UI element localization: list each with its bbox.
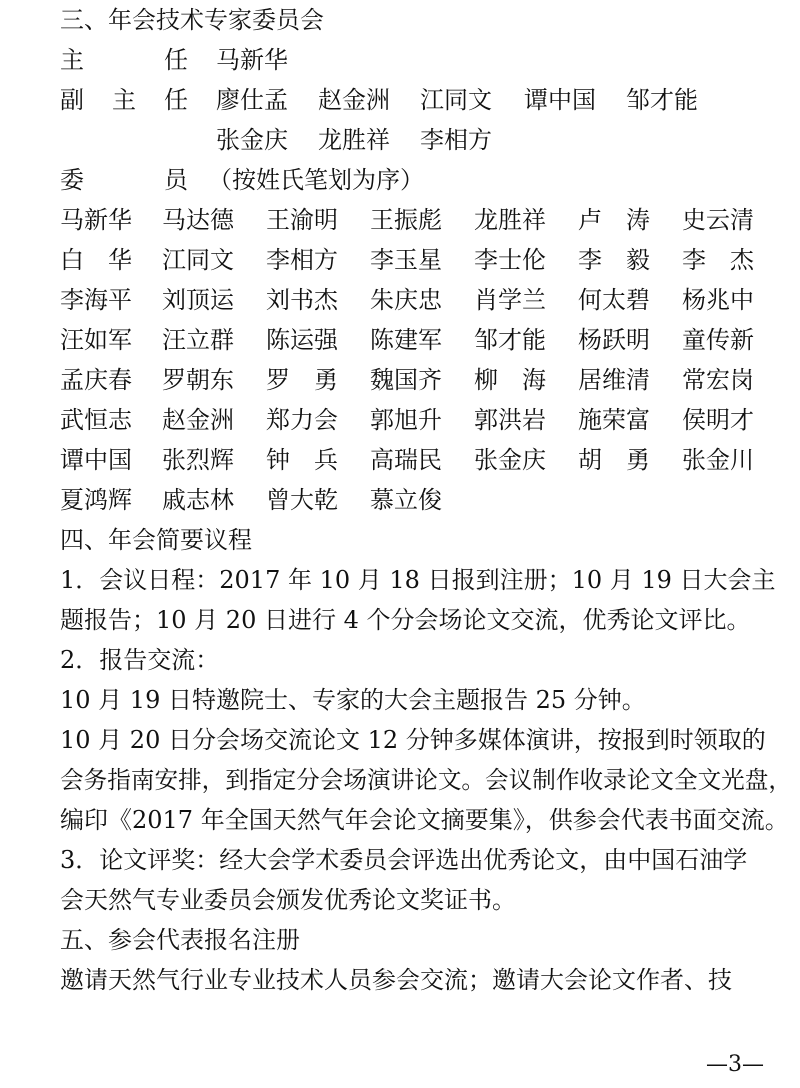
vice-chair-name: 江同文 [420,86,492,114]
member-name: 汪立群 [162,326,234,354]
member-name: 刘顶运 [162,286,234,314]
member-name: 赵金洲 [162,406,234,434]
member-name: 李 毅 [578,246,650,274]
section-5-line-1: 邀请天然气行业专业技术人员参会交流；邀请大会论文作者、技 [60,966,732,994]
agenda-item-2-title: 2．报告交流： [60,646,220,674]
member-name: 郑力会 [266,406,338,434]
member-name: 杨兆中 [682,286,754,314]
vice-chair-name: 谭中国 [524,86,596,114]
member-name: 居维清 [578,366,650,394]
member-name: 史云清 [682,206,754,234]
agenda-item-3-line-2: 会天然气专业委员会颁发优秀论文奖证书。 [60,886,516,914]
agenda-item-3-line-1: 3．论文评奖：经大会学术委员会评选出优秀论文，由中国石油学 [60,846,748,874]
section-5-title: 五、参会代表报名注册 [60,926,300,954]
member-name: 李 杰 [682,246,754,274]
vice-chair-name: 赵金洲 [318,86,390,114]
member-name: 江同文 [162,246,234,274]
agenda-item-2-para-1: 10 月 19 日特邀院士、专家的大会主题报告 25 分钟。 [60,686,646,714]
member-name: 刘书杰 [266,286,338,314]
member-name: 白 华 [60,246,132,274]
member-name: 何太碧 [578,286,650,314]
vice-chair-label-1: 副 [60,86,84,114]
member-name: 钟 兵 [266,446,338,474]
member-name: 朱庆忠 [370,286,442,314]
members-label-2: 员 [164,166,188,194]
member-name: 武恒志 [60,406,132,434]
member-name: 汪如军 [60,326,132,354]
member-name: 罗朝东 [162,366,234,394]
vice-chair-name: 张金庆 [216,126,288,154]
member-name: 张烈辉 [162,446,234,474]
vice-chair-label-2: 主 [112,86,136,114]
vice-chair-name: 邹才能 [626,86,698,114]
agenda-item-2-para-2-line-1: 10 月 20 日分会场交流论文 12 分钟多媒体演讲，按报到时领取的 [60,726,766,754]
member-name: 李相方 [266,246,338,274]
member-name: 张金庆 [474,446,546,474]
member-name: 孟庆春 [60,366,132,394]
member-name: 侯明才 [682,406,754,434]
chair-name: 马新华 [216,46,288,74]
member-name: 郭洪岩 [474,406,546,434]
member-name: 邹才能 [474,326,546,354]
member-name: 戚志林 [162,486,234,514]
vice-chair-name: 廖仕孟 [216,86,288,114]
member-name: 慕立俊 [370,486,442,514]
member-name: 曾大乾 [266,486,338,514]
member-name: 柳 海 [474,366,546,394]
vice-chair-name: 李相方 [420,126,492,154]
section-4-title: 四、年会简要议程 [60,526,252,554]
chair-label-1: 主 [60,46,84,74]
member-name: 肖学兰 [474,286,546,314]
member-name: 施荣富 [578,406,650,434]
member-name: 魏国齐 [370,366,442,394]
member-name: 陈运强 [266,326,338,354]
member-name: 马新华 [60,206,132,234]
member-name: 马达德 [162,206,234,234]
member-name: 谭中国 [60,446,132,474]
member-name: 杨跃明 [578,326,650,354]
page-number: —3— [706,1052,764,1077]
member-name: 李士伦 [474,246,546,274]
agenda-item-2-para-2-line-3: 编印《2017 年全国天然气年会论文摘要集》，供参会代表书面交流。 [60,806,789,834]
member-name: 陈建军 [370,326,442,354]
vice-chair-name: 龙胜祥 [318,126,390,154]
agenda-item-2-para-2-line-2: 会务指南安排，到指定分会场演讲论文。会议制作收录论文全文光盘， [60,766,793,794]
member-name: 李海平 [60,286,132,314]
member-name: 卢 涛 [578,206,650,234]
section-3-title: 三、年会技术专家委员会 [60,6,324,34]
member-name: 夏鸿辉 [60,486,132,514]
member-name: 郭旭升 [370,406,442,434]
members-label-1: 委 [60,166,84,194]
chair-label-2: 任 [164,46,188,74]
member-name: 王振彪 [370,206,442,234]
member-name: 常宏岗 [682,366,754,394]
member-name: 罗 勇 [266,366,338,394]
member-name: 童传新 [682,326,754,354]
member-name: 李玉星 [370,246,442,274]
agenda-item-1-line-2: 题报告；10 月 20 日进行 4 个分会场论文交流，优秀论文评比。 [60,606,751,634]
member-name: 龙胜祥 [474,206,546,234]
members-sort-note: （按姓氏笔划为序） [208,166,424,194]
member-name: 高瑞民 [370,446,442,474]
vice-chair-label-3: 任 [164,86,188,114]
agenda-item-1-line-1: 1．会议日程：2017 年 10 月 18 日报到注册；10 月 19 日大会主 [60,566,776,594]
member-name: 胡 勇 [578,446,650,474]
member-name: 张金川 [682,446,754,474]
member-name: 王渝明 [266,206,338,234]
